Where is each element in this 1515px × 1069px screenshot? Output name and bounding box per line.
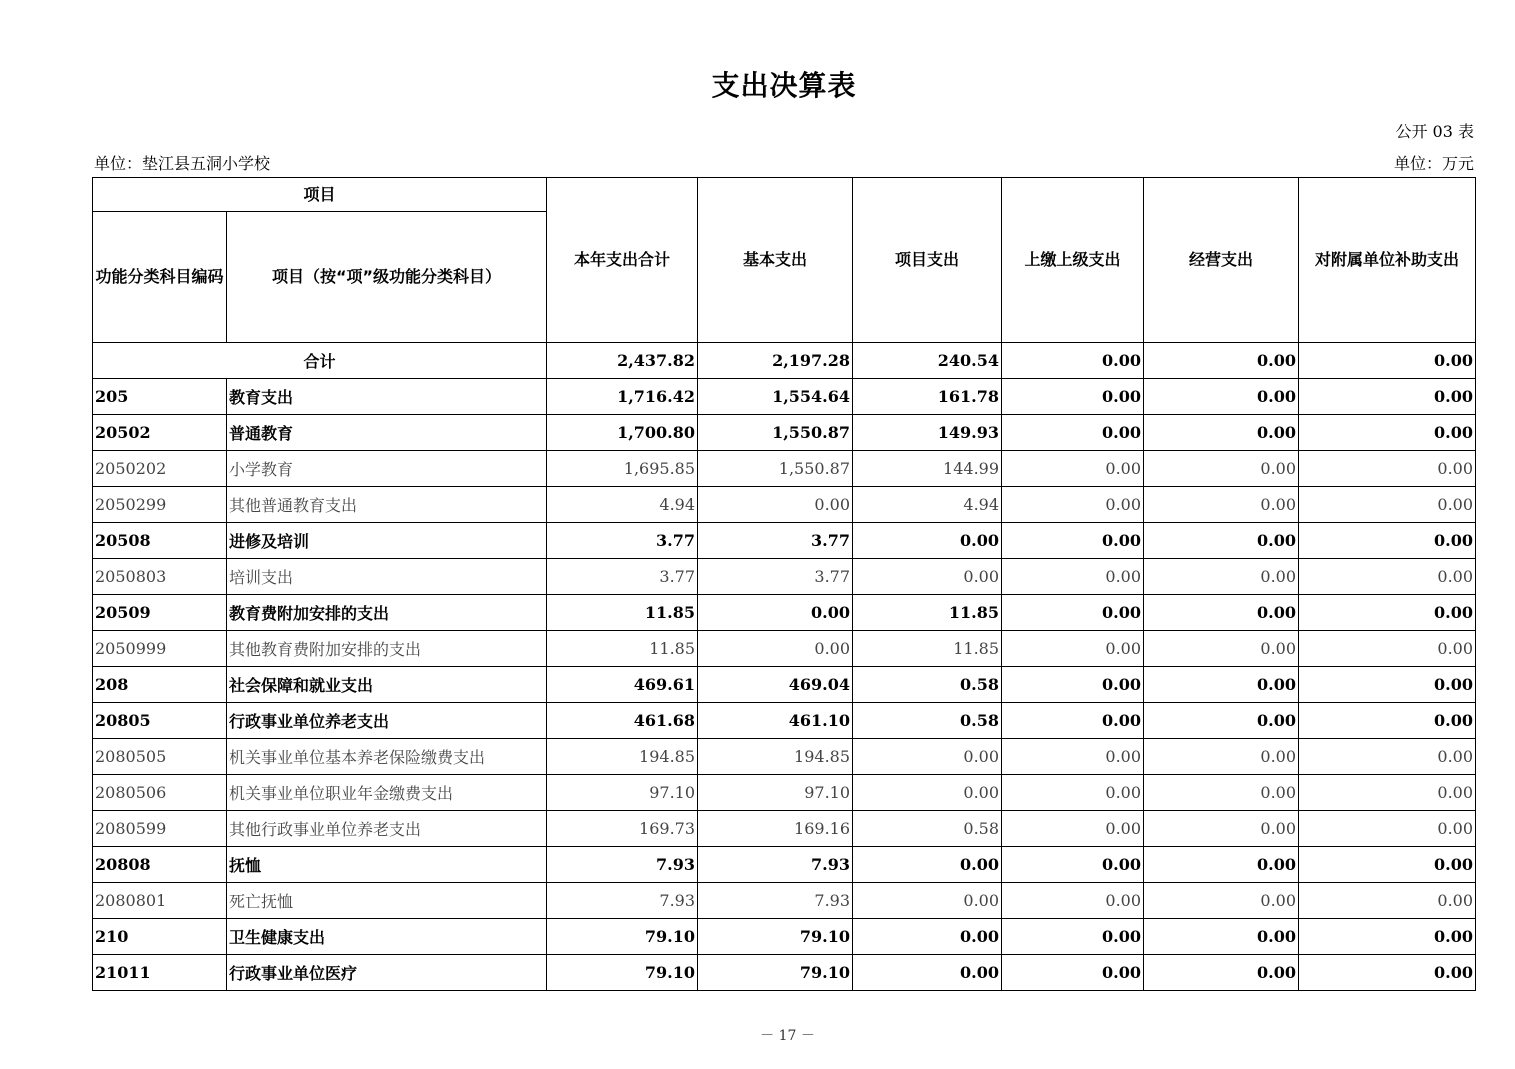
- cell-operating: 0.00: [1144, 523, 1299, 559]
- cell-operating: 0.00: [1144, 631, 1299, 667]
- total-row: [93, 343, 1476, 379]
- cell-code: 21011: [93, 955, 227, 991]
- table-row: [93, 415, 1476, 451]
- page-number: － 17 －: [760, 1028, 815, 1044]
- cell-total: 3.77: [547, 523, 698, 559]
- cell-code: 2080599: [93, 811, 227, 847]
- cell-subsidy: 0.00: [1299, 955, 1476, 991]
- cell-basic: 79.10: [698, 955, 853, 991]
- cell-basic: 3.77: [698, 559, 853, 595]
- cell-basic: 194.85: [698, 739, 853, 775]
- form-code: 公开 03 表: [1395, 122, 1474, 141]
- cell-remit: 0.00: [1002, 955, 1144, 991]
- cell-name: 教育费附加安排的支出: [227, 595, 547, 631]
- cell-remit: 0.00: [1002, 523, 1144, 559]
- cell-subsidy: 0.00: [1299, 775, 1476, 811]
- cell-subsidy: 0.00: [1299, 415, 1476, 451]
- cell-code: 20805: [93, 703, 227, 739]
- cell-subsidy: 0.00: [1299, 595, 1476, 631]
- cell-total: 461.68: [547, 703, 698, 739]
- cell-remit: 0.00: [1002, 883, 1144, 919]
- cell-basic: 7.93: [698, 847, 853, 883]
- cell-name: 机关事业单位基本养老保险缴费支出: [227, 739, 547, 775]
- cell-subsidy: 0.00: [1299, 631, 1476, 667]
- cell-code: 20509: [93, 595, 227, 631]
- cell-project: 11.85: [853, 595, 1002, 631]
- cell-project: 144.99: [853, 451, 1002, 487]
- cell-project: 0.00: [853, 919, 1002, 955]
- cell-name: 社会保障和就业支出: [227, 667, 547, 703]
- table-row: [93, 631, 1476, 667]
- table-row: [93, 919, 1476, 955]
- cell-operating: 0.00: [1144, 919, 1299, 955]
- cell-total: 469.61: [547, 667, 698, 703]
- header-basic: 基本支出: [698, 178, 853, 343]
- cell-subsidy: 0.00: [1299, 739, 1476, 775]
- cell-subsidy: 0.00: [1299, 379, 1476, 415]
- cell-project: 0.00: [853, 955, 1002, 991]
- cell-basic: 0.00: [698, 631, 853, 667]
- cell-project: 149.93: [853, 415, 1002, 451]
- cell-project: 4.94: [853, 487, 1002, 523]
- cell-remit: 0.00: [1002, 487, 1144, 523]
- table-row: [93, 739, 1476, 775]
- expenditure-table: [92, 177, 1476, 991]
- cell-remit: 0.00: [1002, 919, 1144, 955]
- cell-operating: 0.00: [1144, 703, 1299, 739]
- total-basic: 2,197.28: [698, 343, 853, 379]
- cell-subsidy: 0.00: [1299, 559, 1476, 595]
- table-row: [93, 379, 1476, 415]
- cell-subsidy: 0.00: [1299, 703, 1476, 739]
- table-row: [93, 955, 1476, 991]
- total-project: 240.54: [853, 343, 1002, 379]
- cell-subsidy: 0.00: [1299, 667, 1476, 703]
- cell-remit: 0.00: [1002, 703, 1144, 739]
- cell-basic: 0.00: [698, 487, 853, 523]
- table-row: [93, 451, 1476, 487]
- cell-total: 7.93: [547, 847, 698, 883]
- cell-name: 其他行政事业单位养老支出: [227, 811, 547, 847]
- cell-basic: 3.77: [698, 523, 853, 559]
- header-project: 项目支出: [853, 178, 1002, 343]
- cell-subsidy: 0.00: [1299, 883, 1476, 919]
- cell-project: 0.58: [853, 667, 1002, 703]
- cell-operating: 0.00: [1144, 883, 1299, 919]
- cell-name: 培训支出: [227, 559, 547, 595]
- cell-total: 1,700.80: [547, 415, 698, 451]
- cell-subsidy: 0.00: [1299, 847, 1476, 883]
- currency-unit: 单位：万元: [1393, 154, 1474, 173]
- cell-code: 2080505: [93, 739, 227, 775]
- cell-subsidy: 0.00: [1299, 451, 1476, 487]
- cell-total: 7.93: [547, 883, 698, 919]
- cell-remit: 0.00: [1002, 595, 1144, 631]
- cell-code: 20508: [93, 523, 227, 559]
- cell-operating: 0.00: [1144, 955, 1299, 991]
- cell-operating: 0.00: [1144, 667, 1299, 703]
- cell-project: 0.00: [853, 847, 1002, 883]
- cell-basic: 1,554.64: [698, 379, 853, 415]
- cell-code: 2080801: [93, 883, 227, 919]
- cell-code: 210: [93, 919, 227, 955]
- header-operating: 经营支出: [1144, 178, 1299, 343]
- cell-name: 其他普通教育支出: [227, 487, 547, 523]
- cell-total: 79.10: [547, 955, 698, 991]
- cell-name: 死亡抚恤: [227, 883, 547, 919]
- total-operating: 0.00: [1144, 343, 1299, 379]
- cell-subsidy: 0.00: [1299, 919, 1476, 955]
- cell-basic: 97.10: [698, 775, 853, 811]
- cell-basic: 461.10: [698, 703, 853, 739]
- cell-name: 进修及培训: [227, 523, 547, 559]
- cell-remit: 0.00: [1002, 415, 1144, 451]
- cell-operating: 0.00: [1144, 451, 1299, 487]
- cell-name: 行政事业单位医疗: [227, 955, 547, 991]
- cell-remit: 0.00: [1002, 739, 1144, 775]
- cell-total: 1,695.85: [547, 451, 698, 487]
- cell-basic: 469.04: [698, 667, 853, 703]
- cell-operating: 0.00: [1144, 487, 1299, 523]
- cell-total: 4.94: [547, 487, 698, 523]
- cell-project: 0.00: [853, 739, 1002, 775]
- header-remit: 上缴上级支出: [1002, 178, 1144, 343]
- cell-project: 0.00: [853, 559, 1002, 595]
- cell-total: 11.85: [547, 595, 698, 631]
- cell-name: 抚恤: [227, 847, 547, 883]
- cell-remit: 0.00: [1002, 451, 1144, 487]
- cell-code: 2050803: [93, 559, 227, 595]
- cell-remit: 0.00: [1002, 811, 1144, 847]
- cell-project: 0.58: [853, 811, 1002, 847]
- cell-remit: 0.00: [1002, 631, 1144, 667]
- cell-code: 2050299: [93, 487, 227, 523]
- header-subsidy: 对附属单位补助支出: [1299, 178, 1476, 343]
- cell-basic: 1,550.87: [698, 451, 853, 487]
- cell-operating: 0.00: [1144, 775, 1299, 811]
- cell-total: 194.85: [547, 739, 698, 775]
- cell-remit: 0.00: [1002, 379, 1144, 415]
- header-total: 本年支出合计: [547, 178, 698, 343]
- cell-project: 161.78: [853, 379, 1002, 415]
- table-row: [93, 847, 1476, 883]
- cell-code: 2050999: [93, 631, 227, 667]
- cell-project: 0.00: [853, 883, 1002, 919]
- cell-total: 97.10: [547, 775, 698, 811]
- cell-subsidy: 0.00: [1299, 811, 1476, 847]
- table-row: [93, 487, 1476, 523]
- table-row: [93, 595, 1476, 631]
- cell-operating: 0.00: [1144, 415, 1299, 451]
- cell-subsidy: 0.00: [1299, 523, 1476, 559]
- cell-basic: 1,550.87: [698, 415, 853, 451]
- table-row: [93, 667, 1476, 703]
- cell-name: 教育支出: [227, 379, 547, 415]
- cell-operating: 0.00: [1144, 847, 1299, 883]
- reporting-unit: 单位：垫江县五洞小学校: [94, 154, 271, 173]
- cell-total: 1,716.42: [547, 379, 698, 415]
- cell-code: 20502: [93, 415, 227, 451]
- cell-code: 205: [93, 379, 227, 415]
- cell-name: 卫生健康支出: [227, 919, 547, 955]
- cell-remit: 0.00: [1002, 775, 1144, 811]
- cell-operating: 0.00: [1144, 559, 1299, 595]
- cell-remit: 0.00: [1002, 847, 1144, 883]
- table-row: [93, 559, 1476, 595]
- total-remit: 0.00: [1002, 343, 1144, 379]
- cell-code: 20808: [93, 847, 227, 883]
- total-subsidy: 0.00: [1299, 343, 1476, 379]
- table-row: [93, 523, 1476, 559]
- cell-basic: 0.00: [698, 595, 853, 631]
- total-label: 合计: [93, 343, 547, 379]
- cell-name: 普通教育: [227, 415, 547, 451]
- cell-project: 0.00: [853, 523, 1002, 559]
- cell-operating: 0.00: [1144, 739, 1299, 775]
- table-row: [93, 703, 1476, 739]
- cell-project: 11.85: [853, 631, 1002, 667]
- cell-code: 208: [93, 667, 227, 703]
- cell-operating: 0.00: [1144, 379, 1299, 415]
- header-code: 功能分类科目编码: [93, 212, 227, 343]
- cell-total: 169.73: [547, 811, 698, 847]
- cell-code: 2080506: [93, 775, 227, 811]
- cell-basic: 7.93: [698, 883, 853, 919]
- cell-remit: 0.00: [1002, 559, 1144, 595]
- total-total: 2,437.82: [547, 343, 698, 379]
- cell-subsidy: 0.00: [1299, 487, 1476, 523]
- cell-name: 小学教育: [227, 451, 547, 487]
- cell-project: 0.00: [853, 775, 1002, 811]
- header-item-group: 项目: [93, 178, 547, 212]
- cell-basic: 79.10: [698, 919, 853, 955]
- table-row: [93, 775, 1476, 811]
- cell-total: 79.10: [547, 919, 698, 955]
- table-row: [93, 811, 1476, 847]
- cell-name: 其他教育费附加安排的支出: [227, 631, 547, 667]
- table-row: [93, 883, 1476, 919]
- cell-basic: 169.16: [698, 811, 853, 847]
- cell-project: 0.58: [853, 703, 1002, 739]
- cell-total: 3.77: [547, 559, 698, 595]
- header-name: 项目（按“项”级功能分类科目）: [227, 212, 547, 343]
- cell-name: 行政事业单位养老支出: [227, 703, 547, 739]
- cell-name: 机关事业单位职业年金缴费支出: [227, 775, 547, 811]
- page-title: 支出决算表: [711, 69, 857, 102]
- cell-total: 11.85: [547, 631, 698, 667]
- cell-remit: 0.00: [1002, 667, 1144, 703]
- cell-operating: 0.00: [1144, 811, 1299, 847]
- cell-operating: 0.00: [1144, 595, 1299, 631]
- cell-code: 2050202: [93, 451, 227, 487]
